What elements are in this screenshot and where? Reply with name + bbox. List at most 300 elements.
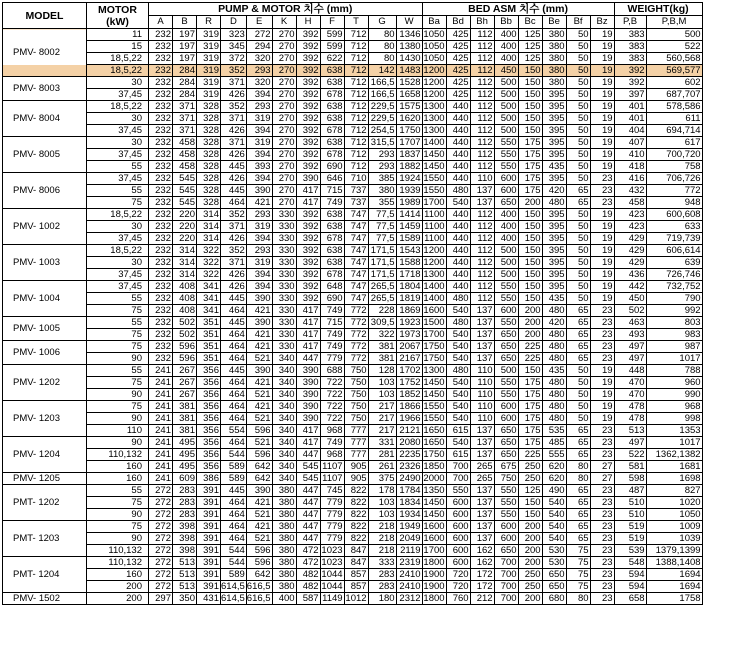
value-cell: 241 xyxy=(149,365,173,377)
column-header: H xyxy=(296,16,320,29)
value-cell: 480 xyxy=(542,197,566,209)
table-row xyxy=(3,29,703,41)
value-cell: 200 xyxy=(518,521,542,533)
value-cell: 232 xyxy=(149,341,173,353)
value-cell: 600 xyxy=(446,545,470,557)
value-cell: 50 xyxy=(566,77,590,89)
value-cell: 284 xyxy=(173,65,197,77)
value-cell: 392 xyxy=(296,77,320,89)
value-cell: 283 xyxy=(173,509,197,521)
value-cell: 1300 xyxy=(423,124,445,136)
value-cell: 330 xyxy=(272,329,296,341)
value-cell: 550 xyxy=(494,377,518,389)
value-cell: 983 xyxy=(646,329,702,341)
value-cell: 1620 xyxy=(396,113,422,125)
value-cell: 464 xyxy=(221,341,247,353)
value-cell: 232 xyxy=(149,209,173,221)
value-cell: 2312 xyxy=(396,593,422,605)
value-cell: 642 xyxy=(246,473,272,485)
value-cell: 772 xyxy=(344,341,368,353)
value-cell: 779 xyxy=(320,509,344,521)
motor-cell: 55 xyxy=(87,317,149,329)
value-cell: 328 xyxy=(197,185,221,197)
value-cell: 1044 xyxy=(321,580,343,592)
value-cell: 1658 xyxy=(396,89,422,101)
value-cell: 615 xyxy=(446,425,470,437)
value-cell: 200 xyxy=(518,545,542,557)
value-cell: 712 xyxy=(344,149,368,161)
value-cell: 650 xyxy=(494,329,518,341)
motor-cell: 90 xyxy=(87,353,149,365)
table-row xyxy=(3,545,703,557)
table-row xyxy=(3,497,703,509)
value-cell: 1750 xyxy=(423,352,445,364)
value-cell: 1414 xyxy=(396,209,422,221)
value-cell: 150 xyxy=(518,89,542,101)
value-cell: 65 xyxy=(566,317,590,329)
value-cell: 440 xyxy=(446,269,470,281)
value-cell: 380 xyxy=(272,485,296,497)
value-cell: 380 xyxy=(272,521,296,533)
table-row xyxy=(3,101,703,113)
value-cell: 297 xyxy=(149,593,173,605)
value-cell: 175 xyxy=(518,437,542,449)
value-cell: 333 xyxy=(368,557,396,569)
value-cell: 596 xyxy=(246,545,272,557)
value-cell: 23 xyxy=(590,593,614,605)
value-cell: 395 xyxy=(542,173,566,185)
value-cell: 19 xyxy=(590,269,614,281)
value-cell: 267 xyxy=(173,377,197,389)
value-cell: 905 xyxy=(344,461,368,473)
value-cell: 395 xyxy=(542,209,566,221)
value-cell: 50 xyxy=(566,137,590,149)
value-cell: 544 xyxy=(221,449,247,461)
value-cell: 319 xyxy=(246,257,272,269)
motor-header-label: MOTOR xyxy=(98,3,137,16)
value-cell: 319 xyxy=(197,65,221,77)
value-cell: 392 xyxy=(614,65,646,77)
value-cell: 356 xyxy=(197,461,221,473)
value-cell: 2119 xyxy=(396,545,422,557)
value-cell: 137 xyxy=(470,509,494,521)
value-cell: 293 xyxy=(246,245,272,257)
value-cell: 822 xyxy=(344,521,368,533)
value-cell: 352 xyxy=(221,245,247,257)
value-cell: 383 xyxy=(614,29,646,41)
value-cell: 690 xyxy=(320,161,344,173)
value-cell: 232 xyxy=(149,41,173,53)
value-cell: 323 xyxy=(221,29,247,41)
value-cell: 103 xyxy=(368,377,396,389)
value-cell: 425 xyxy=(446,77,470,89)
motor-cell: 37,45 xyxy=(87,125,149,137)
value-cell: 400 xyxy=(494,41,518,53)
value-cell: 1107 xyxy=(320,461,344,473)
value-cell: 480 xyxy=(446,185,470,197)
value-cell: 241 xyxy=(149,389,173,401)
value-cell: 426 xyxy=(221,149,247,161)
value-cell: 391 xyxy=(197,485,221,497)
value-cell: 319 xyxy=(197,29,221,41)
value-cell: 540 xyxy=(542,509,566,521)
value-cell: 1934 xyxy=(396,509,422,521)
value-cell: 600 xyxy=(494,521,518,533)
value-cell: 463 xyxy=(614,317,646,329)
value-cell: 578,586 xyxy=(646,101,702,113)
value-cell: 166,5 xyxy=(368,89,396,101)
table-row xyxy=(3,305,703,317)
value-cell: 747 xyxy=(344,269,368,281)
value-cell: 390 xyxy=(296,173,320,185)
value-cell: 990 xyxy=(646,389,702,401)
motor-cell: 18,5,22 xyxy=(87,53,149,65)
value-cell: 425 xyxy=(446,41,470,53)
value-cell: 398 xyxy=(173,533,197,545)
value-cell: 65 xyxy=(566,341,590,353)
motor-cell: 37,45 xyxy=(87,233,149,245)
value-cell: 380 xyxy=(272,509,296,521)
value-cell: 614,5 xyxy=(221,592,245,604)
value-cell: 510 xyxy=(614,509,646,521)
value-cell: 392 xyxy=(296,233,320,245)
value-cell: 1100 xyxy=(422,209,446,221)
value-cell: 391 xyxy=(197,581,221,593)
value-cell: 392 xyxy=(296,89,320,101)
value-cell: 650 xyxy=(494,353,518,365)
value-cell: 706,726 xyxy=(646,173,702,185)
value-cell: 447 xyxy=(296,521,320,533)
value-cell: 371 xyxy=(221,221,247,233)
value-cell: 232 xyxy=(149,53,173,65)
value-cell: 281 xyxy=(368,449,396,461)
column-header: F xyxy=(320,16,344,29)
value-cell: 905 xyxy=(344,473,368,485)
value-cell: 599 xyxy=(320,29,344,41)
value-cell: 270 xyxy=(272,29,296,41)
table-row xyxy=(3,65,703,77)
value-cell: 392 xyxy=(296,137,320,149)
value-cell: 390 xyxy=(296,377,320,389)
value-cell: 408 xyxy=(173,293,197,305)
value-cell: 650 xyxy=(494,449,518,461)
value-cell: 283 xyxy=(368,569,396,581)
value-cell: 345 xyxy=(221,41,247,53)
value-cell: 732,752 xyxy=(646,281,702,293)
value-cell: 395 xyxy=(542,149,566,161)
value-cell: 394 xyxy=(246,173,272,185)
value-cell: 23 xyxy=(590,425,614,437)
value-cell: 712 xyxy=(344,29,368,41)
value-cell: 464 xyxy=(221,401,247,413)
value-cell: 420 xyxy=(542,185,566,197)
value-cell: 513 xyxy=(173,557,197,569)
value-cell: 1346 xyxy=(396,29,422,41)
value-cell: 380 xyxy=(542,41,566,53)
value-cell: 27 xyxy=(590,461,614,473)
value-cell: 200 xyxy=(518,557,542,569)
value-cell: 719,739 xyxy=(646,233,702,245)
motor-cell: 15 xyxy=(87,41,149,53)
value-cell: 1430 xyxy=(396,53,422,65)
motor-cell: 30 xyxy=(87,221,149,233)
value-cell: 447 xyxy=(296,449,320,461)
value-cell: 617 xyxy=(646,137,702,149)
value-cell: 23 xyxy=(590,521,614,533)
motor-header xyxy=(87,3,149,29)
value-cell: 112 xyxy=(470,269,494,281)
value-cell: 750 xyxy=(344,365,368,377)
value-cell: 150 xyxy=(518,125,542,137)
value-cell: 540 xyxy=(446,305,470,317)
value-cell: 440 xyxy=(446,161,470,173)
value-cell: 772 xyxy=(344,317,368,329)
column-header: A xyxy=(149,16,173,29)
table-row xyxy=(3,569,703,581)
model-cell: PMV- 8005 xyxy=(3,137,87,173)
value-cell: 19 xyxy=(590,161,614,173)
value-cell: 700 xyxy=(494,569,518,581)
value-cell: 267 xyxy=(173,365,197,377)
value-cell: 272 xyxy=(246,29,272,41)
table-row xyxy=(3,365,703,377)
value-cell: 395 xyxy=(542,125,566,137)
value-cell: 351 xyxy=(197,329,221,341)
value-cell: 401 xyxy=(614,101,646,113)
value-cell: 440 xyxy=(446,101,470,113)
value-cell: 458 xyxy=(173,149,197,161)
value-cell: 602 xyxy=(646,77,702,89)
value-cell: 103 xyxy=(368,497,396,509)
value-cell: 23 xyxy=(590,533,614,545)
value-cell: 356 xyxy=(197,425,221,437)
value-cell: 232 xyxy=(149,65,173,77)
value-cell: 2410 xyxy=(396,581,422,593)
value-cell: 19 xyxy=(590,65,614,77)
value-cell: 1380 xyxy=(396,41,422,53)
value-cell: 500 xyxy=(494,245,518,257)
value-cell: 110 xyxy=(470,401,494,413)
model-cell: PMV- 1006 xyxy=(3,341,87,365)
value-cell: 270 xyxy=(272,53,296,65)
model-cell: PMV- 8002 xyxy=(3,29,87,77)
value-cell: 241 xyxy=(149,401,173,413)
value-cell: 1400 xyxy=(423,292,445,304)
value-cell: 137 xyxy=(470,497,494,509)
value-cell: 229,5 xyxy=(368,101,396,113)
value-cell: 23 xyxy=(590,449,614,461)
value-cell: 1750 xyxy=(423,340,445,352)
value-cell: 464 xyxy=(221,389,247,401)
value-cell: 678 xyxy=(320,125,344,137)
value-cell: 458 xyxy=(173,137,197,149)
value-cell: 432 xyxy=(614,185,646,197)
value-cell: 241 xyxy=(149,449,173,461)
value-cell: 112 xyxy=(470,281,494,293)
value-cell: 458 xyxy=(173,161,197,173)
value-cell: 445 xyxy=(221,365,247,377)
value-cell: 650 xyxy=(494,197,518,209)
value-cell: 65 xyxy=(566,425,590,437)
motor-cell: 110,132 xyxy=(87,557,149,569)
value-cell: 225 xyxy=(518,449,542,461)
value-cell: 429 xyxy=(614,257,646,269)
value-cell: 400 xyxy=(494,53,518,65)
value-cell: 137 xyxy=(470,185,494,197)
table-row xyxy=(3,593,703,605)
value-cell: 464 xyxy=(221,509,247,521)
value-cell: 550 xyxy=(494,509,518,521)
value-cell: 180 xyxy=(368,593,396,605)
value-cell: 1550 xyxy=(423,400,445,412)
value-cell: 270 xyxy=(272,101,296,113)
column-header: Bh xyxy=(470,16,494,29)
value-cell: 212 xyxy=(470,593,494,605)
value-cell: 110 xyxy=(470,365,494,377)
value-cell: 700 xyxy=(494,581,518,593)
value-cell: 319 xyxy=(197,89,221,101)
table-row xyxy=(3,533,703,545)
value-cell: 540 xyxy=(446,377,470,389)
value-cell: 1650 xyxy=(423,424,445,436)
value-cell: 125 xyxy=(518,41,542,53)
motor-cell: 37,45 xyxy=(87,149,149,161)
value-cell: 540 xyxy=(446,329,470,341)
value-cell: 1353 xyxy=(646,425,702,437)
value-cell: 19 xyxy=(590,29,614,41)
value-cell: 550 xyxy=(494,149,518,161)
motor-cell: 200 xyxy=(87,593,149,605)
value-cell: 482 xyxy=(296,581,320,593)
value-cell: 330 xyxy=(272,269,296,281)
value-cell: 197 xyxy=(173,29,197,41)
value-cell: 620 xyxy=(542,473,566,485)
value-cell: 421 xyxy=(246,305,272,317)
value-cell: 380 xyxy=(368,185,396,197)
value-cell: 747 xyxy=(344,281,368,293)
value-cell: 1050 xyxy=(423,40,445,52)
value-cell: 228 xyxy=(368,305,396,317)
value-cell: 700 xyxy=(446,473,470,485)
value-cell: 272 xyxy=(149,533,173,545)
value-cell: 478 xyxy=(614,413,646,425)
table-row xyxy=(3,377,703,389)
value-cell: 314 xyxy=(197,221,221,233)
value-cell: 75 xyxy=(566,557,590,569)
value-cell: 356 xyxy=(197,401,221,413)
value-cell: 750 xyxy=(344,389,368,401)
value-cell: 380 xyxy=(542,77,566,89)
value-cell: 694,714 xyxy=(646,125,702,137)
value-cell: 616,5 xyxy=(246,580,271,592)
value-cell: 270 xyxy=(272,125,296,137)
value-cell: 284 xyxy=(173,89,197,101)
value-cell: 426 xyxy=(221,173,247,185)
value-cell: 232 xyxy=(149,245,173,257)
value-cell: 137 xyxy=(470,329,494,341)
value-cell: 847 xyxy=(344,545,368,557)
value-cell: 622 xyxy=(320,53,344,65)
value-cell: 328 xyxy=(197,137,221,149)
value-cell: 340 xyxy=(272,389,296,401)
value-cell: 319 xyxy=(246,137,272,149)
table-row xyxy=(3,293,703,305)
value-cell: 1200 xyxy=(423,244,445,256)
value-cell: 540 xyxy=(446,413,470,425)
value-cell: 426 xyxy=(221,233,247,245)
value-cell: 322 xyxy=(197,269,221,281)
table-row xyxy=(3,341,703,353)
value-cell: 175 xyxy=(518,389,542,401)
value-cell: 779 xyxy=(320,521,344,533)
column-header: E xyxy=(246,16,272,29)
value-cell: 426 xyxy=(221,269,247,281)
value-cell: 283 xyxy=(173,497,197,509)
value-cell: 341 xyxy=(197,293,221,305)
value-cell: 23 xyxy=(590,509,614,521)
value-cell: 270 xyxy=(272,185,296,197)
value-cell: 2049 xyxy=(396,533,422,545)
value-cell: 1483 xyxy=(396,65,422,77)
value-cell: 615 xyxy=(446,449,470,461)
value-cell: 596 xyxy=(173,341,197,353)
value-cell: 750 xyxy=(344,413,368,425)
value-cell: 581 xyxy=(614,461,646,473)
value-cell: 50 xyxy=(566,29,590,41)
model-cell: PMV- 1205 xyxy=(3,473,87,485)
value-cell: 847 xyxy=(344,557,368,569)
value-cell: 112 xyxy=(470,233,494,245)
value-cell: 270 xyxy=(272,161,296,173)
value-cell: 1044 xyxy=(321,568,343,580)
value-cell: 1694 xyxy=(646,581,702,593)
value-cell: 550 xyxy=(494,137,518,149)
motor-cell: 90 xyxy=(87,437,149,449)
value-cell: 772 xyxy=(344,329,368,341)
value-cell: 722 xyxy=(320,377,344,389)
value-cell: 229,5 xyxy=(368,113,396,125)
value-cell: 521 xyxy=(246,353,272,365)
value-cell: 678 xyxy=(320,149,344,161)
value-cell: 790 xyxy=(646,293,702,305)
value-cell: 639 xyxy=(646,257,702,269)
value-cell: 435 xyxy=(542,161,566,173)
value-cell: 395 xyxy=(542,89,566,101)
value-cell: 162 xyxy=(470,545,494,557)
column-header: K xyxy=(272,16,296,29)
value-cell: 417 xyxy=(296,197,320,209)
value-cell: 330 xyxy=(272,341,296,353)
table-row xyxy=(3,149,703,161)
value-cell: 1600 xyxy=(423,520,445,532)
model-cell: PMV- 1202 xyxy=(3,365,87,401)
value-cell: 600 xyxy=(446,533,470,545)
value-cell: 421 xyxy=(246,341,272,353)
motor-header-unit: (kW) xyxy=(106,15,129,28)
value-cell: 521 xyxy=(246,533,272,545)
table-row xyxy=(3,437,703,449)
value-cell: 19 xyxy=(590,41,614,53)
value-cell: 395 xyxy=(542,221,566,233)
motor-cell: 18,5,22 xyxy=(87,245,149,257)
value-cell: 772 xyxy=(646,185,702,197)
value-cell: 550 xyxy=(446,485,470,497)
table-row xyxy=(3,521,703,533)
value-cell: 386 xyxy=(197,473,221,485)
value-cell: 1750 xyxy=(396,125,422,137)
value-cell: 425 xyxy=(446,65,470,77)
model-cell: PMV- 8006 xyxy=(3,173,87,209)
